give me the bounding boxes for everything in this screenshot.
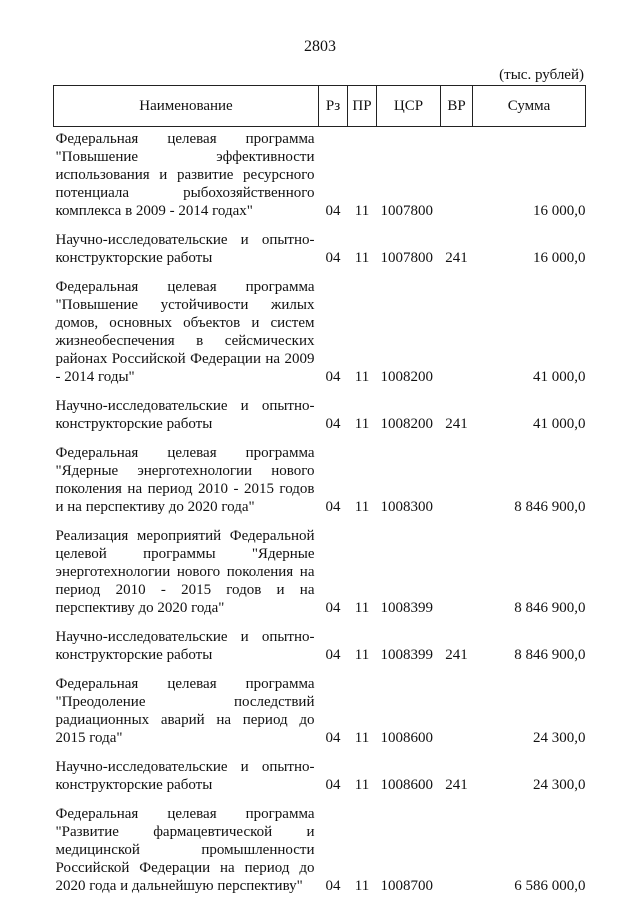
row-pr: 11 <box>354 730 370 746</box>
row-name: Научно-исследовательские и опытно-конструкторские работы <box>55 398 315 432</box>
header-csr: ЦСР <box>377 86 441 127</box>
row-rz: 04 <box>325 250 341 266</box>
row-sum: 6 586 000,0 <box>514 878 586 894</box>
row-sum: 24 300,0 <box>533 777 586 793</box>
row-sum: 41 000,0 <box>533 369 586 385</box>
row-vr <box>441 670 473 753</box>
table-row <box>54 273 586 392</box>
header-rz: Рз <box>319 86 348 127</box>
row-csr: 1008700 <box>380 878 433 894</box>
row-vr: 241 <box>445 416 468 432</box>
row-pr: 11 <box>354 600 370 616</box>
row-vr <box>441 522 473 623</box>
row-vr <box>441 127 473 227</box>
table-header-row <box>54 86 586 127</box>
table-row <box>54 226 586 273</box>
row-rz: 04 <box>325 499 341 515</box>
table-row <box>54 753 586 800</box>
row-csr: 1007800 <box>380 203 433 219</box>
header-name: Наименование <box>54 86 319 127</box>
row-name: Научно-исследовательские и опытно-конструкторские работы <box>55 629 315 663</box>
row-name: Федеральная целевая программа "Развитие фармацевтической и медицинской промышленности Российской Федерации на период до 2020 года и дальнейшую перспективу" <box>55 806 315 894</box>
table-row <box>54 670 586 753</box>
row-name: Реализация мероприятий Федеральной целевой программы "Ядерные энерготехнологии нового поколения на период 2010 - 2015 годов и на перспективу до 2020 года" <box>55 528 315 616</box>
row-csr: 1008200 <box>380 416 433 432</box>
row-rz: 04 <box>325 416 341 432</box>
table-row <box>54 522 586 623</box>
row-sum: 16 000,0 <box>533 250 586 266</box>
row-rz: 04 <box>325 203 341 219</box>
row-vr <box>441 800 473 901</box>
row-pr: 11 <box>354 250 370 266</box>
row-rz: 04 <box>325 647 341 663</box>
header-sum: Сумма <box>473 86 586 127</box>
row-pr: 11 <box>354 369 370 385</box>
table-row <box>54 800 586 901</box>
header-vr: ВР <box>441 86 473 127</box>
row-sum: 41 000,0 <box>533 416 586 432</box>
table-row <box>54 439 586 522</box>
page-number: 2803 <box>304 38 336 55</box>
row-sum: 8 846 900,0 <box>514 499 586 515</box>
row-pr: 11 <box>354 777 370 793</box>
row-pr: 11 <box>354 203 370 219</box>
row-pr: 11 <box>354 416 370 432</box>
row-sum: 8 846 900,0 <box>514 647 586 663</box>
row-vr: 241 <box>445 250 468 266</box>
budget-table <box>53 85 586 901</box>
row-pr: 11 <box>354 878 370 894</box>
row-name: Научно-исследовательские и опытно-конструкторские работы <box>55 232 315 266</box>
row-csr: 1007800 <box>380 250 433 266</box>
row-vr <box>441 273 473 392</box>
table-row <box>54 392 586 439</box>
units-label: (тыс. рублей) <box>499 67 584 83</box>
row-name: Федеральная целевая программа "Повышение устойчивости жилых домов, основных объектов и систем жизнеобеспечения в сейсмических районах Российской Федерации на 2009 - 2014 годы" <box>55 279 315 385</box>
row-name: Федеральная целевая программа "Повышение эффективности использования и развитие ресурсного потенциала рыбохозяйственного комплекса в 2009 - 2014 годах" <box>55 131 315 219</box>
row-csr: 1008200 <box>380 369 433 385</box>
row-name: Научно-исследовательские и опытно-конструкторские работы <box>55 759 315 793</box>
row-rz: 04 <box>325 369 341 385</box>
row-csr: 1008399 <box>380 600 433 616</box>
row-name: Федеральная целевая программа "Преодоление последствий радиационных аварий на период до 2015 года" <box>55 676 315 746</box>
row-name: Федеральная целевая программа "Ядерные энерготехнологии нового поколения на период 2010 - 2015 годов и на перспективу до 2020 года" <box>55 445 315 515</box>
row-vr <box>441 439 473 522</box>
row-csr: 1008600 <box>380 777 433 793</box>
row-pr: 11 <box>354 499 370 515</box>
row-sum: 24 300,0 <box>533 730 586 746</box>
row-sum: 16 000,0 <box>533 203 586 219</box>
row-vr: 241 <box>445 647 468 663</box>
row-rz: 04 <box>325 600 341 616</box>
row-pr: 11 <box>354 647 370 663</box>
row-csr: 1008399 <box>380 647 433 663</box>
table-row <box>54 127 586 227</box>
header-pr: ПР <box>348 86 377 127</box>
table-row <box>54 623 586 670</box>
row-vr: 241 <box>445 777 468 793</box>
row-sum: 8 846 900,0 <box>514 600 586 616</box>
row-rz: 04 <box>325 730 341 746</box>
row-rz: 04 <box>325 777 341 793</box>
row-csr: 1008600 <box>380 730 433 746</box>
row-csr: 1008300 <box>380 499 433 515</box>
row-rz: 04 <box>325 878 341 894</box>
